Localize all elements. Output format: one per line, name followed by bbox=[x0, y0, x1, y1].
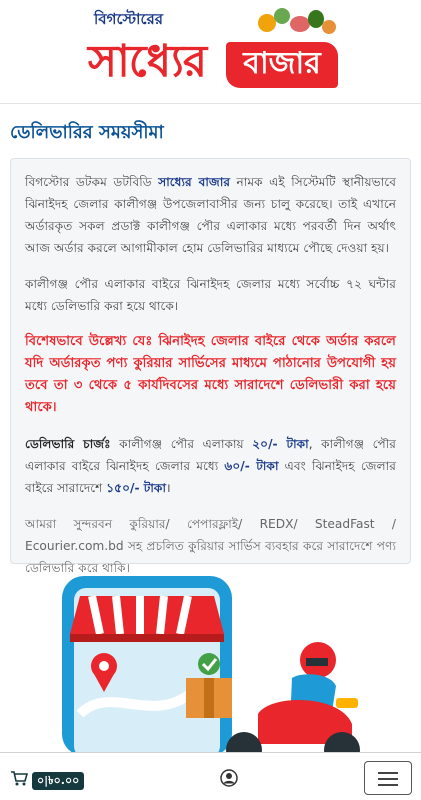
vegetable-icon bbox=[322, 20, 336, 34]
menu-icon bbox=[378, 778, 398, 780]
user-icon[interactable] bbox=[220, 769, 238, 787]
vegetable-icon bbox=[290, 16, 310, 32]
logo-big-text: সাধ্যের bbox=[88, 36, 207, 87]
delivery-charge-text: ডেলিভারি চার্জঃ কালীগঞ্জ পৌর এলাকায় ২০/- টাকা, কালীগঞ্জ পৌর এলাকার বাইরে ঝিনাইদহ জেলার মধ্যে ৬০/- টাকা এবং ঝিনাইদহ জেলার বাইরে সারাদেশে ১৫০/- টাকা। bbox=[25, 437, 397, 495]
special-notice-text: বিশেষভাবে উল্লেখ্য যেঃ ঝিনাইদহ জেলার বাইরে থেকে অর্ডার করলে যদি অর্ডারকৃত পণ্য কুরিয়ার সার্ভিসের মাধ্যমে পাঠানোর উপযোগী হয় তবে তা ৩ থেকে ৫ কার্যদিবসের মধ্যে সারাদেশে ডেলিভারী করা হয়ে থাকে। bbox=[25, 334, 396, 415]
delivery-info-card bbox=[10, 158, 411, 575]
site-header bbox=[0, 0, 421, 104]
menu-icon bbox=[378, 784, 398, 786]
cart-icon[interactable] bbox=[10, 770, 28, 786]
cart-total-badge[interactable]: ০|৳০.০০ bbox=[32, 772, 84, 790]
logo-small-text: বিগস্টোরের bbox=[94, 10, 163, 28]
logo-badge-text: বাজার bbox=[226, 42, 338, 88]
delivery-intro-text: বিগস্টোর ডটকম ডটবিডি সাধ্যের বাজার নামক এই সিস্টেমটি স্থানীয়ভাবে ঝিনাইদহ জেলার কালীগঞ্জ উপজেলাবাসীর জন্য চালু করেছে। তাই এখানে অর্ডারকৃত সকল প্রডাক্ট কালীগঞ্জ পৌর এলাকার মধ্যে পরবর্তী দিন অর্থাৎ আজ অর্ডার করলে আগামীকাল হোম ডেলিভারির মাধ্যমে পৌছে দেওয়া হয়। bbox=[25, 175, 396, 255]
outside-municipality-text: কালীগঞ্জ পৌর এলাকার বাইরে ঝিনাইদহ জেলার মধ্যে সর্বোচ্চ ৭২ ঘন্টার মধ্যে ডেলিভারি করা হয়ে থাকে। bbox=[25, 277, 396, 313]
courier-services-text: আমরা সুন্দরবন কুরিয়ার/ পেপারফ্লাই/ REDX/ SteadFast / Ecourier.com.bd সহ প্রচলিত কুরিয়ার সার্ভিস ব্যবহার করে সারাদেশে পণ্য ডেলিভারি করে থাকি। bbox=[25, 517, 396, 575]
menu-icon bbox=[378, 772, 398, 774]
site-logo[interactable] bbox=[88, 6, 338, 98]
bottom-nav-bar bbox=[0, 752, 421, 800]
page-title: ডেলিভারির সময়সীমা bbox=[10, 122, 164, 143]
menu-toggle-button[interactable] bbox=[364, 761, 412, 795]
vegetable-icon bbox=[274, 8, 290, 24]
brand-name: সাধ্যের বাজার bbox=[158, 175, 231, 189]
delivery-illustration bbox=[0, 574, 421, 754]
